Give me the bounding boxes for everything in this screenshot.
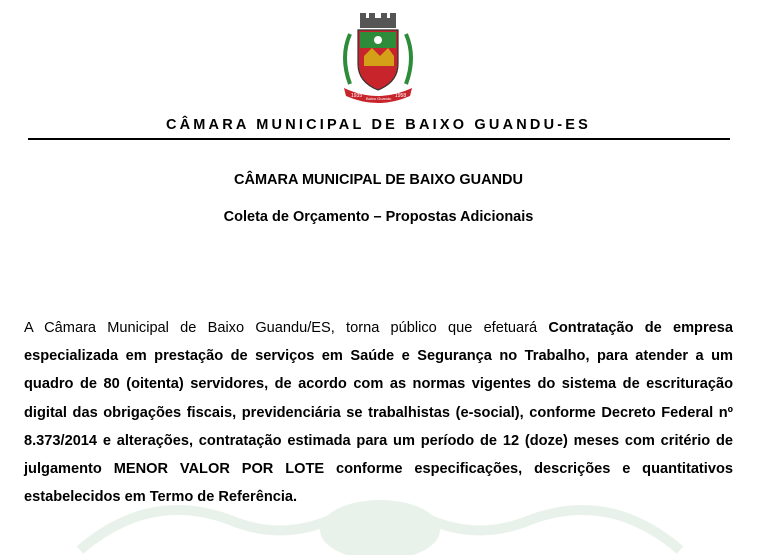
announcement-paragraph <box>24 314 733 511</box>
crest-banner-text: Baixo Guandu <box>366 96 392 101</box>
paragraph-object: Contratação de empresa especializada em prestação de serviços em Saúde e Segurança no Trabalho, para atender a um quadro de 80 (oitenta) servidores, de acordo com as normas vigentes do sistema de escrituração digital das obrigações fiscais, previdenciária se trabalhistas (e-social), conforme Decreto Federal nº 8.373/2014 e alterações, contratação estimada para um período de 12 (doze) meses com critério de julgamento MENOR VALOR POR LOTE conforme especificações, descrições e quantitativos estabelecidos em Termo de Referência. <box>24 320 733 506</box>
paragraph-intro: A Câmara Municipal de Baixo Guandu/ES, torna público que efetuará <box>24 320 549 336</box>
institution-header: CÂMARA MUNICIPAL DE BAIXO GUANDU-ES <box>165 117 592 133</box>
crest-year-left: 1935 <box>351 93 363 99</box>
municipal-crest-logo <box>336 12 420 104</box>
document-title: CÂMARA MUNICIPAL DE BAIXO GUANDU <box>234 172 523 188</box>
crest-year-right: 1958 <box>395 93 407 99</box>
header-rule <box>28 138 730 140</box>
document-subtitle: Coleta de Orçamento – Propostas Adicionais <box>223 209 534 225</box>
